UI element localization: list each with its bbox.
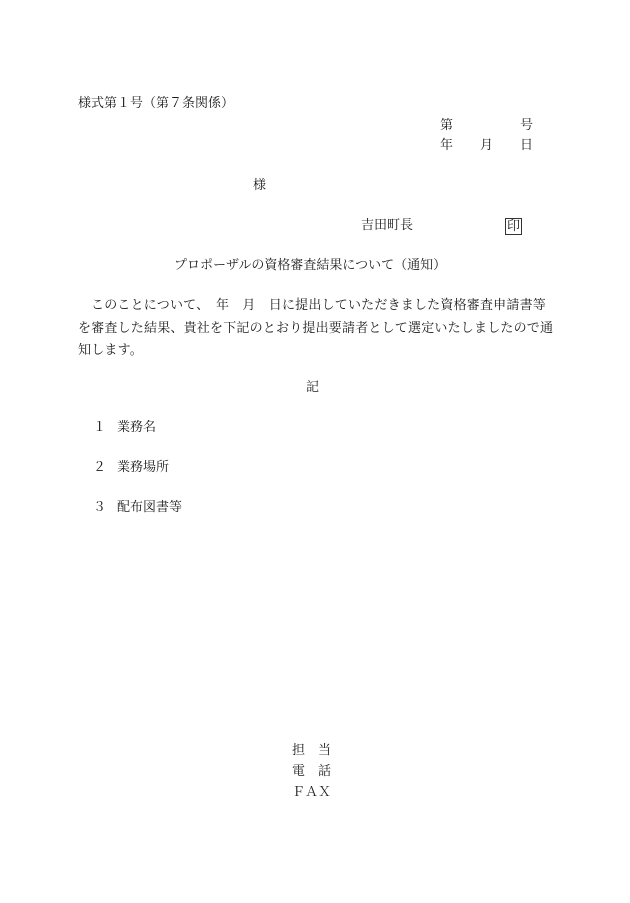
contact-fax-label: ＦＡＸ bbox=[292, 785, 332, 800]
record-heading: 記 bbox=[306, 380, 320, 395]
addressee-suffix: 様 bbox=[253, 178, 267, 193]
contact-phone-label: 電 話 bbox=[292, 764, 332, 779]
contact-person-label: 担 当 bbox=[292, 743, 332, 758]
list-item bbox=[93, 460, 169, 476]
seal-mark bbox=[505, 218, 522, 235]
item-label: 業務名 bbox=[117, 420, 157, 435]
list-item bbox=[93, 500, 182, 516]
item-label: 業務場所 bbox=[117, 460, 170, 475]
item-label: 配布図書等 bbox=[117, 500, 183, 515]
item-number: １ bbox=[93, 420, 107, 435]
date-day: 日 bbox=[520, 138, 534, 153]
item-number: ３ bbox=[93, 500, 107, 515]
body-paragraph: このことについて、 年 月 日に提出していただきました資格審査申請書等を審査した結果、貴社を下記のとおり提出要請者として選定いたしましたので通知します。 bbox=[78, 298, 554, 358]
date-year: 年 bbox=[440, 138, 454, 153]
document-number-suffix: 号 bbox=[520, 118, 534, 133]
seal-stamp: 印 bbox=[507, 219, 521, 234]
date-month: 月 bbox=[480, 138, 494, 153]
document-title: プロポーザルの資格審査結果について（通知） bbox=[174, 258, 447, 273]
item-number: ２ bbox=[93, 460, 107, 475]
list-item bbox=[93, 420, 156, 436]
form-label: 様式第１号（第７条関係） bbox=[78, 96, 235, 111]
document-number-prefix: 第 bbox=[440, 118, 454, 133]
issuer-name: 吉田町長 bbox=[361, 218, 414, 233]
